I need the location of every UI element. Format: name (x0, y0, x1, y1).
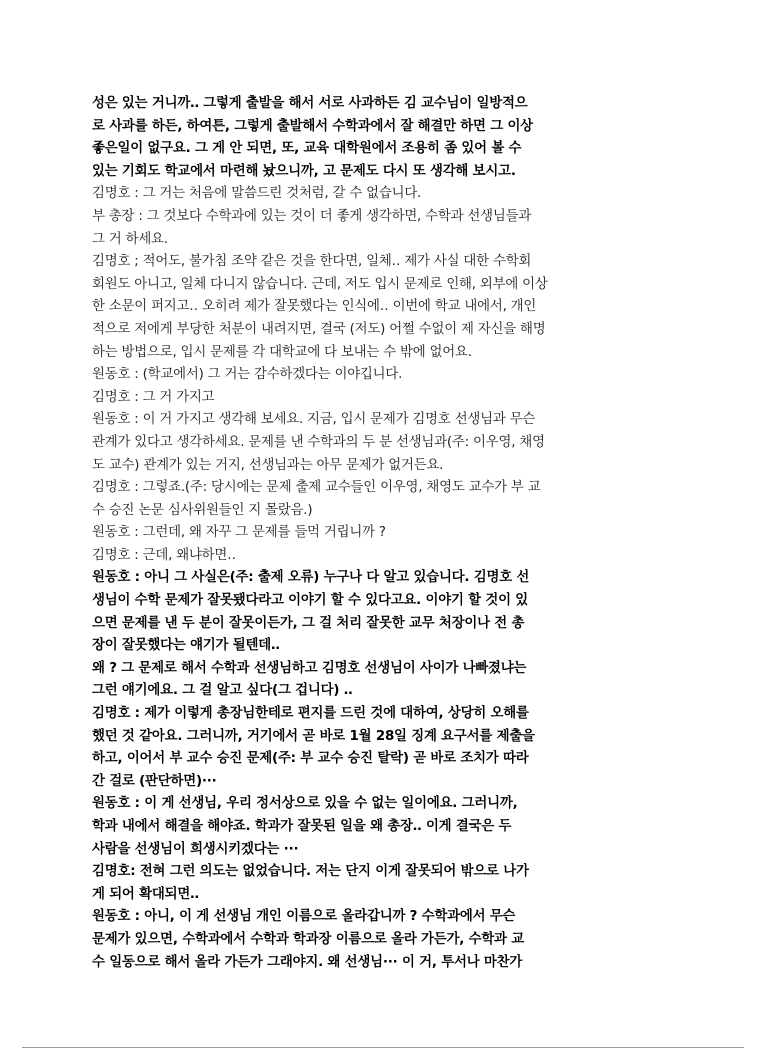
text-line: 하고, 이어서 부 교수 승진 문제(주: 부 교수 승진 탈락) 곧 바로 조치가 따라 (92, 751, 529, 767)
text-line: 로 사과를 하든, 하여튼, 그렇게 출발해서 수학과에서 잘 해결만 하면 그 이상 (92, 118, 533, 134)
text-line: 좋은일이 없구요. 그 게 안 되면, 또, 교육 대학원에서 조용히 좀 있어 볼 수 (92, 141, 522, 157)
text-line: 김명호 : 그 거는 처음에 말씀드린 것처럼, 갈 수 없습니다. (92, 186, 422, 202)
bottom-border-line (22, 1047, 744, 1048)
text-line: 장이 잘못했다는 얘기가 될텐데‥ (92, 638, 280, 654)
text-line: 김명호 ; 적어도, 불가침 조약 같은 것을 한다면, 일체‥ 제가 사실 대한 수학회 (92, 254, 532, 270)
text-line: 원동호 : 이 거 가지고 생각해 보세요. 지금, 입시 문제가 김명호 선생님과 무슨 (92, 412, 536, 428)
text-line: 원동호 : 이 게 선생님, 우리 정서상으로 있을 수 없는 일이에요. 그러니까, (92, 796, 518, 812)
text-line: 한 소문이 퍼지고‥ 오히려 제가 잘못했다는 인식에‥ 이번에 학교 내에서, 개인 (92, 299, 537, 315)
text-line: 성은 있는 거니까‥ 그렇게 출발을 해서 서로 사과하든 김 교수님이 일방적으 (92, 96, 528, 111)
text-line: 게 되어 확대되면‥ (92, 886, 199, 902)
text-line: 원동호 : (학교에서) 그 거는 감수하겠다는 이야깁니다. (92, 367, 403, 383)
text-line: 적으로 저에게 부당한 처분이 내려지면, 결국 (저도) 어쩔 수없이 제 자신을 해명 (92, 321, 546, 337)
text-line: 회원도 아니고, 일체 다니지 않습니다. 근데, 저도 입시 문제로 인해, 외부에 이상 (92, 276, 548, 292)
text-line: 원동호 : 그런데, 왜 자꾸 그 문제를 들먹 거립니까 ? (92, 525, 386, 541)
text-line: 원동호 : 아니, 이 게 선생님 개인 이름으로 올라갑니까 ? 수학과에서 무슨 (92, 909, 516, 925)
text-line: 김명호 : 그렇죠.(주: 당시에는 문제 출제 교수들인 이우영, 채영도 교수가 부 교 (92, 480, 541, 496)
text-line: 김명호 : 그 거 가지고 (92, 389, 215, 405)
text-line: 김명호 : 제가 이렇게 총장님한테로 편지를 드린 것에 대하여, 상당히 오해를 (92, 706, 529, 722)
text-line: 간 걸로 (판단하면)··· (92, 773, 217, 789)
text-line: 그 거 하세요. (92, 231, 168, 247)
text-line: 부 총장 : 그 것보다 수학과에 있는 것이 더 좋게 생각하면, 수학과 선생님들과 (92, 208, 532, 224)
text-line: 사람을 선생님이 희생시키겠다는 ··· (92, 841, 299, 857)
text-line: 관계가 있다고 생각하세요. 문제를 낸 수학과의 두 분 선생님과(주: 이우영, 채영 (92, 434, 545, 450)
text-line: 김명호 : 근데, 왜냐하면‥ (92, 547, 236, 563)
text-line: 도 교수) 관계가 있는 거지, 선생님과는 아무 문제가 없거든요. (92, 457, 444, 473)
text-line: 수 승진 논문 심사위원들인 지 몰랐음.) (92, 502, 313, 518)
text-line: 학과 내에서 해결을 해야죠. 학과가 잘못된 일을 왜 총장‥ 이게 결국은 두 (92, 819, 512, 834)
text-line: 생님이 수학 문제가 잘못됐다라고 이야기 할 수 있다고요. 이야기 할 것이 있 (92, 593, 529, 609)
text-line: 으면 문제를 낸 두 분이 잘못이든가, 그 걸 처리 잘못한 교무 처장이나 전 총 (92, 615, 525, 631)
text-line: 김명호: 전혀 그런 의도는 없었습니다. 저는 단지 이게 잘못되어 밖으로 나가 (92, 864, 529, 880)
text-line: 수 일동으로 해서 올라 가든가 그래야지. 왜 선생님··· 이 거, 투서나 마찬가 (92, 954, 523, 970)
text-line: 문제가 있으면, 수학과에서 수학과 학과장 이름으로 올라 가든가, 수학과 교 (92, 931, 524, 947)
text-line: 원동호 : 아니 그 사실은(주: 출제 오류) 누구나 다 알고 있습니다. 김명호 선 (92, 570, 530, 586)
text-line: 했던 것 같아요. 그러니까, 거기에서 곧 바로 1월 28일 징계 요구서를 제출을 (92, 728, 535, 744)
transcript-text (92, 93, 670, 974)
text-line: 있는 기회도 학교에서 마련해 놨으니까, 고 문제도 다시 또 생각해 보시고. (92, 163, 516, 179)
text-line: 하는 방법으로, 입시 문제를 각 대학교에 다 보내는 수 밖에 없어요. (92, 344, 472, 360)
text-line: 왜 ? 그 문제로 해서 수학과 선생님하고 김명호 선생님이 사이가 나빠졌냐는 (92, 660, 527, 676)
text-line: 그런 얘기에요. 그 걸 알고 싶다(그 겁니다) ‥ (92, 683, 353, 699)
